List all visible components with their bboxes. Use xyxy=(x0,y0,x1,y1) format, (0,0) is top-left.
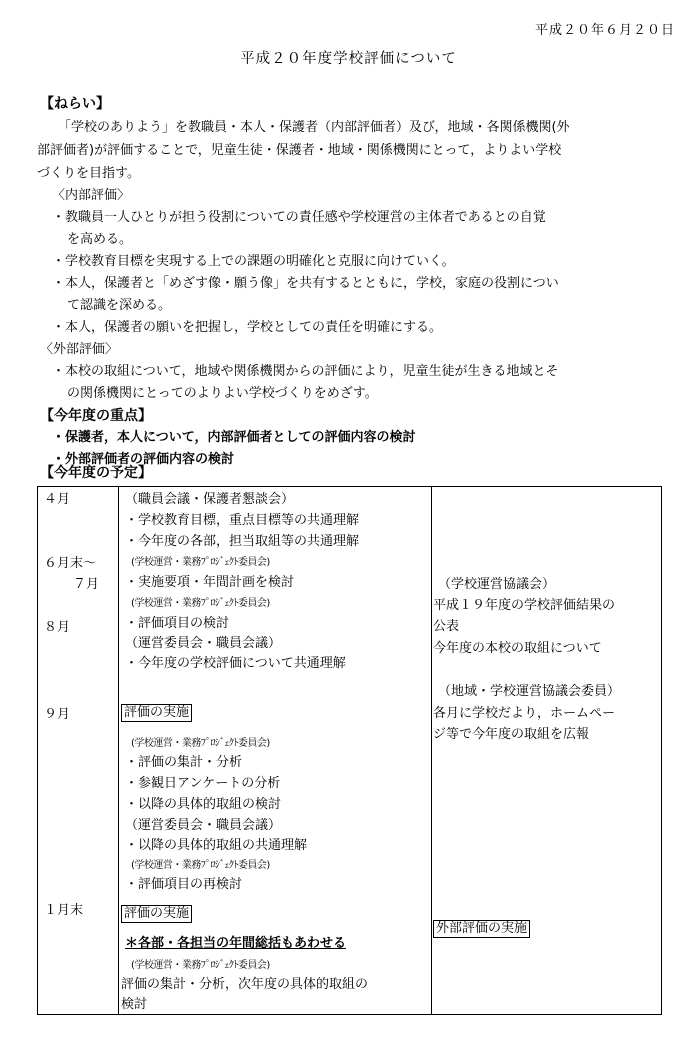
month-label: ４月 xyxy=(44,492,71,507)
internal-item: を高める。 xyxy=(67,232,133,247)
external-evaluation-label: 外部評価の実施 xyxy=(433,920,530,938)
external-plan-item: （学校運営協議会） xyxy=(438,577,556,592)
plan-item: 検討 xyxy=(121,997,148,1012)
external-plan-item: 公表 xyxy=(433,619,460,634)
external-plan-item: 各月に学校だより，ホームペー xyxy=(433,706,616,721)
plan-item: ・評価項目の検討 xyxy=(125,616,230,631)
plan-item: ・実施要項・年間計画を検討 xyxy=(125,575,295,590)
focus-heading: 【今年度の重点】 xyxy=(40,408,152,424)
committee-label: (学校運営・業務ﾌﾟﾛｼﾞｪｸﾄ委員会) xyxy=(131,738,270,749)
aim-line: づくりを目指す。 xyxy=(37,166,140,181)
month-label: ８月 xyxy=(44,620,71,635)
plan-item: ・学校教育目標，重点目標等の共通理解 xyxy=(125,513,360,528)
evaluation-label: 評価の実施 xyxy=(121,704,192,722)
plan-item: （職員会議・保護者懇談会） xyxy=(125,492,295,507)
evaluation-label: 評価の実施 xyxy=(121,905,192,923)
month-label: ７月 xyxy=(73,577,100,592)
internal-item: て認識を深める。 xyxy=(67,298,172,313)
internal-item: ・本人，保護者と「めざす像・願う像」を共有するとともに，学校，家庭の役割につい xyxy=(52,276,559,291)
month-label: １月末 xyxy=(44,903,84,918)
external-plan-item: ジ等で今年度の取組を広報 xyxy=(433,727,590,742)
committee-label: (学校運営・業務ﾌﾟﾛｼﾞｪｸﾄ委員会) xyxy=(131,860,270,871)
document-title: 平成２０年度学校評価について xyxy=(240,51,457,67)
aim-heading: 【ねらい】 xyxy=(40,96,110,112)
plan-item: ・評価の集計・分析 xyxy=(125,755,243,770)
external-plan-item: （地域・学校運営協議会委員） xyxy=(438,684,621,699)
committee-label: (学校運営・業務ﾌﾟﾛｼﾞｪｸﾄ委員会) xyxy=(131,557,270,568)
evaluation-box xyxy=(121,905,192,923)
plan-item: ・以降の具体的取組の共通理解 xyxy=(125,838,308,853)
external-item: ・本校の取組について，地域や関係機関からの評価により，児童生徒が生きる地域とそ xyxy=(52,364,559,379)
plan-item: ・今年度の学校評価について共通理解 xyxy=(125,656,346,671)
external-item: の関係機関にとってのよりよい学校づくりをめざす。 xyxy=(67,386,378,401)
external-eval-label: 〈外部評価〉 xyxy=(40,342,119,357)
table-divider xyxy=(118,487,119,1014)
evaluation-box xyxy=(121,704,192,722)
plan-item: ・評価項目の再検討 xyxy=(125,877,243,892)
plan-item: ・今年度の各部，担当取組等の共通理解 xyxy=(125,534,360,549)
month-label: ９月 xyxy=(44,707,71,722)
focus-item: ・外部評価者の評価内容の検討 xyxy=(52,452,235,467)
external-plan-item: 平成１９年度の学校評価結果の xyxy=(433,598,616,613)
plan-item: （運営委員会・職員会議） xyxy=(125,636,282,651)
annual-summary-note: ＊各部・各担当の年間総括もあわせる xyxy=(125,936,347,951)
plan-item: ・参観日アンケートの分析 xyxy=(125,776,281,791)
aim-line: 部評価者)が評価することで，児童生徒・保護者・地域・関係機関にとって，よりよい学校 xyxy=(37,143,562,158)
focus-item: ・保護者，本人について，内部評価者としての評価内容の検討 xyxy=(52,430,416,445)
internal-item: ・本人，保護者の願いを把握し，学校としての責任を明確にする。 xyxy=(52,320,443,335)
document-date: 平成２０年６月２０日 xyxy=(534,23,675,38)
month-label: ６月末～ xyxy=(44,556,97,571)
internal-item: ・教職員一人ひとりが担う役割についての責任感や学校運営の主体者であるとの自覚 xyxy=(52,210,546,225)
internal-item: ・学校教育目標を実現する上での課題の明確化と克服に向けていく。 xyxy=(52,254,455,269)
plan-item: 評価の集計・分析，次年度の具体的取組の xyxy=(121,977,369,992)
external-evaluation-box xyxy=(433,920,530,938)
aim-line: 「学校のありよう」を教職員・本人・保護者（内部評価者）及び，地域・各関係機関(外 xyxy=(58,120,570,135)
table-divider xyxy=(431,487,432,1014)
plan-item: ・以降の具体的取組の検討 xyxy=(125,797,282,812)
plan-item: （運営委員会・職員会議） xyxy=(125,818,282,833)
committee-label: (学校運営・業務ﾌﾟﾛｼﾞｪｸﾄ委員会) xyxy=(131,960,270,971)
plan-heading: 【今年度の予定】 xyxy=(40,465,152,481)
internal-eval-label: 〈内部評価〉 xyxy=(52,188,131,203)
committee-label: (学校運営・業務ﾌﾟﾛｼﾞｪｸﾄ委員会) xyxy=(131,598,270,609)
external-plan-item: 今年度の本校の取組について xyxy=(433,641,602,656)
